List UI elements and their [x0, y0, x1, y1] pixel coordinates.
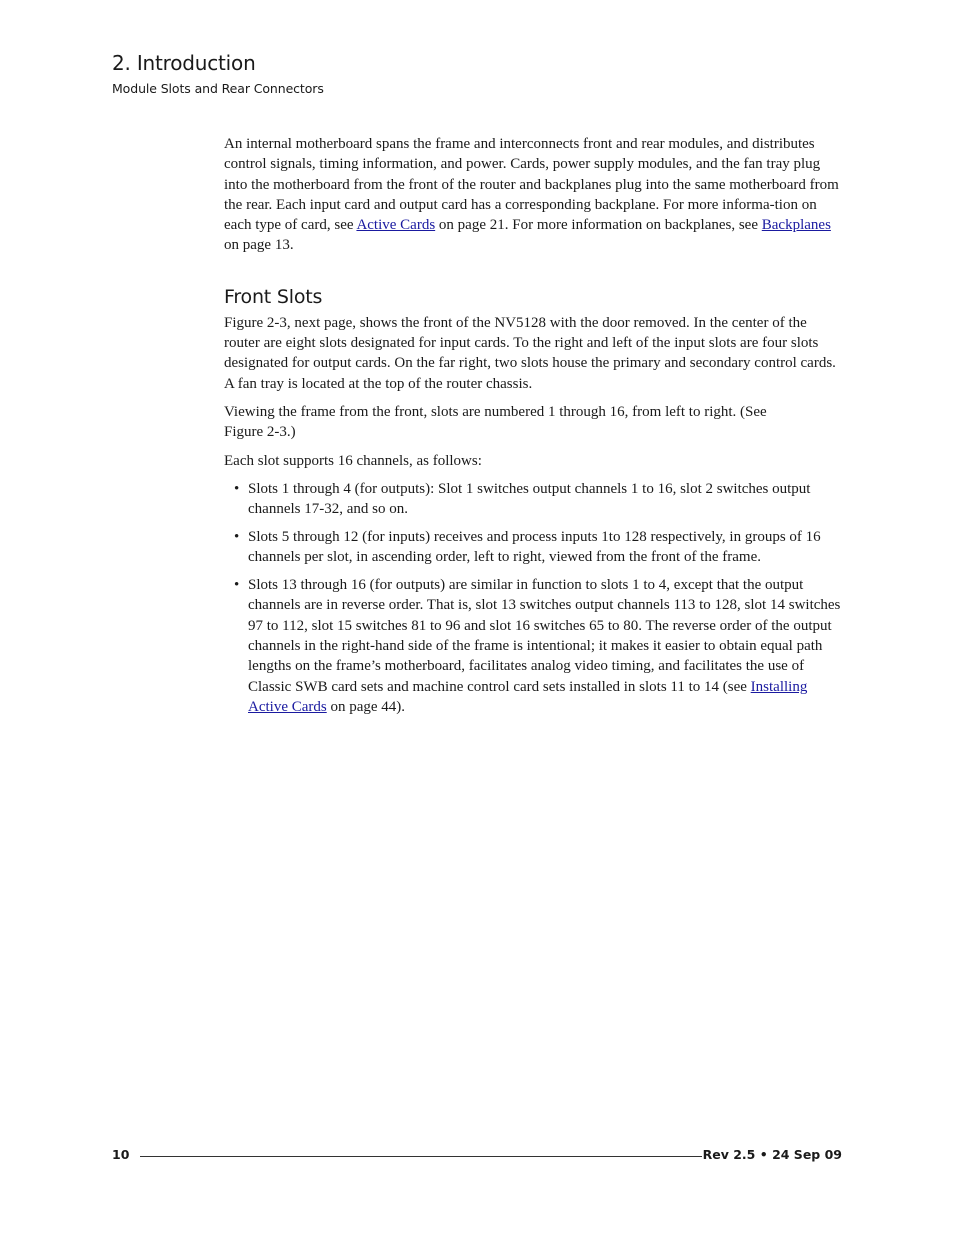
intro-text-3: on page 13.: [224, 237, 294, 254]
intro-text-1: An internal motherboard spans the frame and interconnects front and rear modules, and distributes control signals, timing information, and power. Cards, power supply modules, and the fan tray plug into the motherboard from the front of the router and backplanes plug into the same motherboard from the rear. Each input card and output card has a corresponding backplane. For more informa-tion on each type of card, see: [224, 136, 839, 234]
front-slots-heading: Front Slots: [224, 285, 323, 308]
list-item: [224, 527, 842, 568]
bullet-icon: •: [234, 577, 240, 594]
bullet-icon: •: [234, 480, 240, 497]
front-slots-paragraph-3: Each slot supports 16 channels, as follows:: [224, 452, 482, 469]
chapter-title: 2. Introduction: [112, 51, 256, 75]
intro-paragraph: [224, 134, 842, 256]
slot-bullet-list: [224, 479, 842, 717]
revision-label: Rev 2.5 • 24 Sep 09: [702, 1147, 842, 1162]
list-item-text: Slots 1 through 4 (for outputs): Slot 1 switches output channels 1 to 16, slot 2 switches output channels 17-32, and so on.: [248, 480, 811, 518]
para2-line-2: Figure 2-3.): [224, 424, 296, 441]
footer-divider: [140, 1156, 702, 1157]
intro-text-2: on page 21. For more information on backplanes, see: [435, 217, 762, 234]
backplanes-link[interactable]: Backplanes: [761, 217, 831, 234]
section-subtitle: Module Slots and Rear Connectors: [112, 81, 324, 96]
installing-active-cards-link[interactable]: Installing Active Cards: [248, 678, 808, 715]
para2-line-1: Viewing the frame from the front, slots are numbered 1 through 16, from left to right. (See: [224, 403, 767, 420]
list-item-text-end: on page 44).: [326, 698, 406, 715]
bullet-icon: •: [234, 528, 240, 545]
active-cards-link[interactable]: Active Cards: [356, 217, 436, 234]
body-content: [224, 134, 842, 725]
page-number: 10: [112, 1147, 130, 1162]
front-slots-paragraph-1: Figure 2-3, next page, shows the front of the NV5128 with the door removed. In the center of the router are eight slots designated for input cards. To the right and left of the input slots are four slots designated for output cards. On the far right, two slots house the primary and secondary control cards. A fan tray is located at the top of the router chassis.: [224, 314, 836, 392]
list-item-text: Slots 13 through 16 (for outputs) are similar in function to slots 1 to 4, except that the output channels are in reverse order. That is, slot 13 switches output channels 113 to 128, slot 14 switches 97 to 112, slot 15 switches 81 to 96 and slot 16 switches 65 to 80. The reverse order of the output channels in the right-hand side of the frame is intentional; it makes it easier to obtain equal path lengths on the frame’s motherboard, facilitates analog video timing, and facilitates the use of Classic SWB card sets and machine control card sets installed in slots 11 to 14 (see: [248, 577, 841, 695]
list-item: [224, 575, 842, 717]
front-slots-paragraph-2: [224, 402, 842, 443]
list-item-text: Slots 5 through 12 (for inputs) receives and process inputs 1to 128 respectively, in groups of 16 channels per slot, in ascending order, left to right, viewed from the front of the frame.: [248, 528, 821, 566]
list-item: [224, 479, 842, 520]
